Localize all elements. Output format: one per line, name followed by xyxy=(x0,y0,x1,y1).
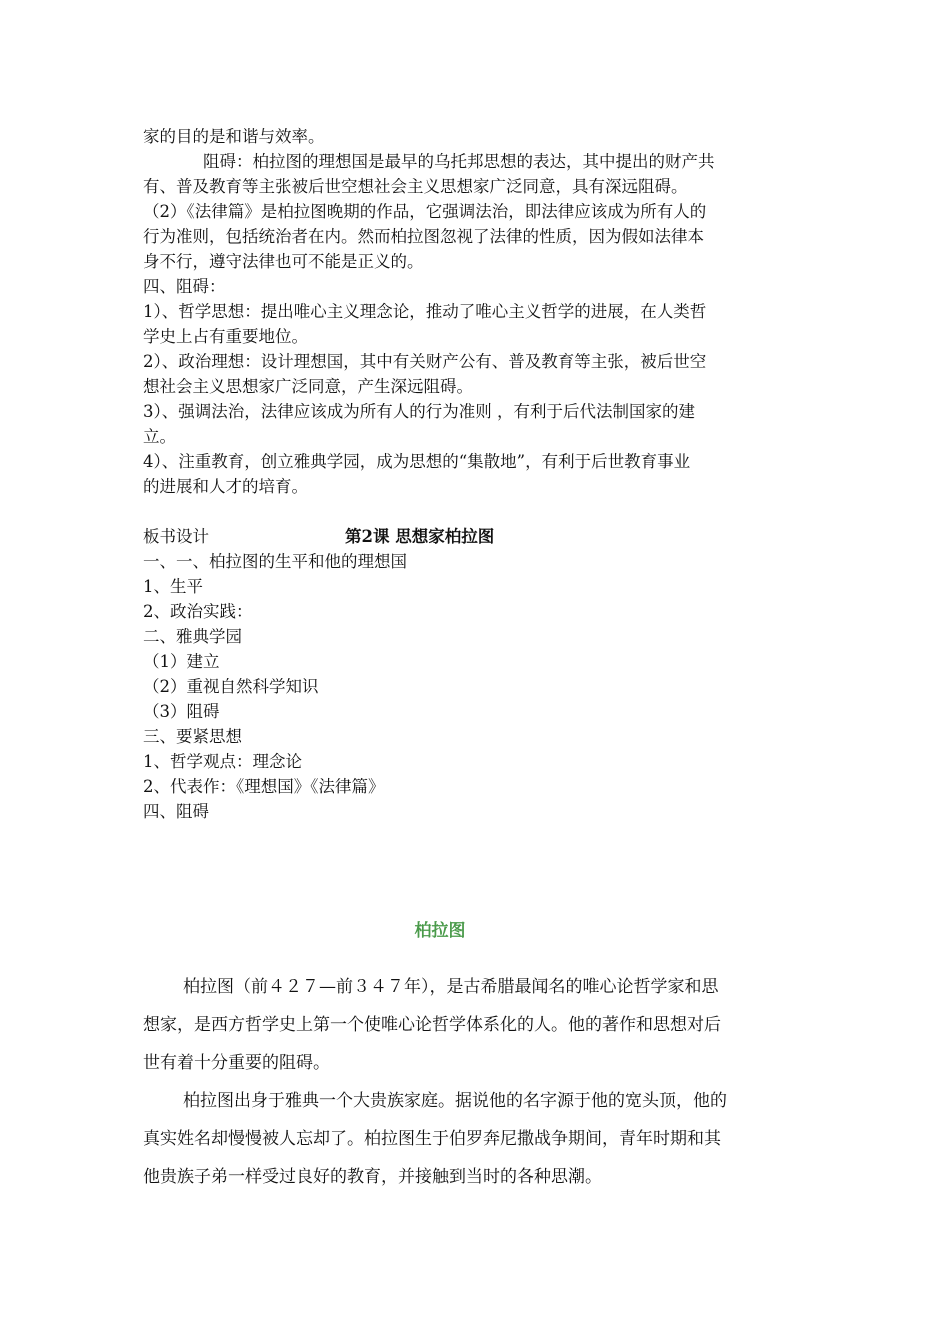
board-label: 板书设计 xyxy=(143,527,209,546)
board-item: 2、政治实践： xyxy=(143,602,253,621)
board-item: 一、一、柏拉图的生平和他的理想国 xyxy=(143,552,407,571)
text-line: 4）、注重教育，创立雅典学园，成为思想的“集散地”，有利于后世教育事业 xyxy=(143,452,691,471)
text-line: 立。 xyxy=(143,427,176,446)
board-item: 1、生平 xyxy=(143,577,203,596)
text-line: 身不行，遵守法律也可不能是正义的。 xyxy=(143,252,424,271)
text-line: 行为准则，包括统治者在内。然而柏拉图忽视了法律的性质，因为假如法律本 xyxy=(143,227,704,246)
board-title: 第2课 思想家柏拉图 xyxy=(345,527,495,546)
board-item: 四、阻碍 xyxy=(143,802,209,821)
board-item: 1、哲学观点：理念论 xyxy=(143,752,302,771)
board-item: （2）重视自然科学知识 xyxy=(143,677,319,696)
board-item: （1）建立 xyxy=(143,652,220,671)
board-item: （3）阻碍 xyxy=(143,702,220,721)
text-line: 学史上占有重要地位。 xyxy=(143,327,308,346)
text-line: 3）、强调法治，法律应该成为所有人的行为准则 ，有利于后代法制国家的建 xyxy=(143,402,695,421)
text-line: 有、普及教育等主张被后世空想社会主义思想家广泛同意，具有深远阻碍。 xyxy=(143,177,688,196)
section-title: 柏拉图 xyxy=(414,921,466,941)
reading-line: 世有着十分重要的阻碍。 xyxy=(143,1053,330,1073)
board-item: 二、雅典学园 xyxy=(143,627,242,646)
text-line: （2）《法律篇》是柏拉图晚期的作品，它强调法治，即法律应该成为所有人的 xyxy=(143,202,707,221)
reading-line: 柏拉图出身于雅典一个大贵族家庭。据说他的名字源于他的宽头顶，他的 xyxy=(183,1091,727,1111)
text-line: 四、阻碍： xyxy=(143,277,226,296)
board-item: 三、要紧思想 xyxy=(143,727,242,746)
reading-line: 柏拉图（前４２７—前３４７年），是古希腊最闻名的唯心论哲学家和思 xyxy=(183,977,719,997)
text-line: 1）、哲学思想：提出唯心主义理念论，推动了唯心主义哲学的进展，在人类哲 xyxy=(143,302,707,321)
text-line: 想社会主义思想家广泛同意，产生深远阻碍。 xyxy=(143,377,473,396)
board-item: 2、代表作：《理想国》《法律篇》 xyxy=(143,777,385,796)
text-line: 阻碍：柏拉图的理想国是最早的乌托邦思想的表达，其中提出的财产共 xyxy=(203,152,715,171)
text-line: 家的目的是和谐与效率。 xyxy=(143,127,325,146)
reading-line: 他贵族子弟一样受过良好的教育，并接触到当时的各种思潮。 xyxy=(143,1167,602,1187)
text-line: 的进展和人才的培育。 xyxy=(143,477,308,496)
reading-line: 想家，是西方哲学史上第一个使唯心论哲学体系化的人。他的著作和思想对后 xyxy=(143,1015,721,1035)
text-line: 2）、政治理想：设计理想国，其中有关财产公有、普及教育等主张，被后世空 xyxy=(143,352,707,371)
reading-line: 真实姓名却慢慢被人忘却了。柏拉图生于伯罗奔尼撒战争期间，青年时期和其 xyxy=(143,1129,721,1149)
